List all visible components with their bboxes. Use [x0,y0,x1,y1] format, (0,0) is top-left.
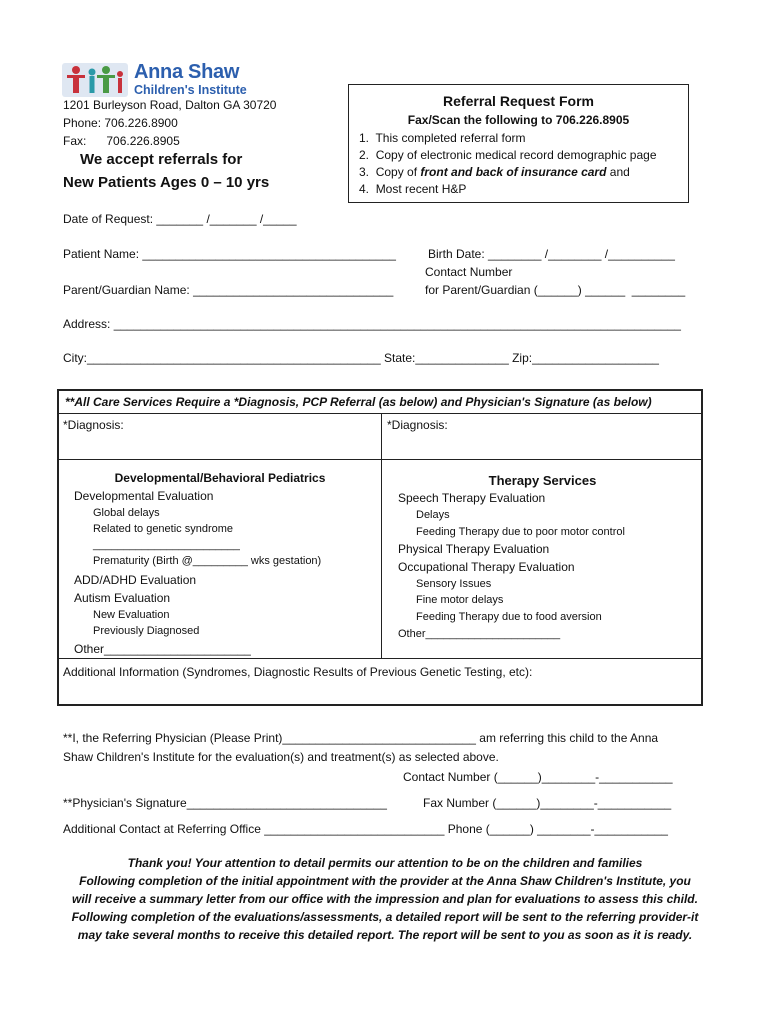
care-services-header: **All Care Services Require a *Diagnosis, PCP Referral (as below) and Physician's Signature (as below) [59,391,701,414]
prematurity-option[interactable]: Prematurity (Birth @_________ wks gestation) [93,555,322,567]
referral-fax-instructions: Fax/Scan the following to 706.226.8905 [407,113,630,127]
add-adhd-evaluation-option[interactable]: ADD/ADHD Evaluation [74,573,197,587]
logo [62,61,270,99]
other-right-field[interactable]: Other______________________ [398,628,561,640]
physician-signature-field[interactable]: **Physician's Signature______________________________ [63,796,387,810]
parent-guardian-name-field[interactable]: Parent/Guardian Name: ______________________________ [63,283,394,297]
speech-therapy-option[interactable]: Speech Therapy Evaluation [398,491,546,505]
city-state-zip-field[interactable]: City:____________________________________________ State:______________ Zip:___________________ [63,351,659,365]
fax-number: Fax: 706.226.8905 [63,134,180,148]
fine-motor-delays-option[interactable]: Fine motor delays [416,594,504,606]
street-address: 1201 Burleyson Road, Dalton GA 30720 [63,98,277,112]
previously-diagnosed-option[interactable]: Previously Diagnosed [93,625,200,637]
dev-behavioral-title: Developmental/Behavioral Pediatrics [114,471,326,485]
autism-evaluation-option[interactable]: Autism Evaluation [74,591,171,605]
physician-contact-number-field[interactable]: Contact Number (______)________-___________ [403,770,673,784]
occupational-therapy-option[interactable]: Occupational Therapy Evaluation [398,560,575,574]
therapy-services-title: Therapy Services [488,473,597,488]
date-of-request-field[interactable]: Date of Request: _______ /_______ /_____ [63,212,297,226]
referring-physician-statement-cont: Shaw Children's Institute for the evaluation(s) and treatment(s) as selected above. [63,750,499,764]
contact-number-label: Contact Number [425,265,513,279]
additional-information-field[interactable]: Additional Information (Syndromes, Diagnostic Results of Previous Genetic Testing, etc): [63,665,533,679]
address-field[interactable]: Address: _____________________________________________________________________________________ [63,317,681,331]
physical-therapy-option[interactable]: Physical Therapy Evaluation [398,542,550,556]
logo-title: Anna Shaw [134,61,240,83]
other-left-field[interactable]: Other______________________ [74,642,251,656]
diagnosis-left-field[interactable]: *Diagnosis: [63,418,124,432]
developmental-evaluation-option[interactable]: Developmental Evaluation [74,489,214,503]
global-delays-option[interactable]: Global delays [93,507,160,519]
delays-option[interactable]: Delays [416,509,450,521]
feeding-food-aversion-option[interactable]: Feeding Therapy due to food aversion [416,611,602,623]
referral-form-title: Referral Request Form [443,93,594,109]
age-range-heading: New Patients Ages 0 – 10 yrs [63,174,270,191]
referral-item: 2. Copy of electronic medical record demographic page [359,148,657,162]
birth-date-field[interactable]: Birth Date: ________ /________ /__________ [428,247,675,261]
phone-number: Phone: 706.226.8900 [63,116,178,130]
footer-note: will receive a summary letter from our office with the impression and plan for evaluations to assess this child. [72,892,698,906]
logo-subtitle: Children's Institute [134,83,247,97]
referring-physician-statement[interactable]: **I, the Referring Physician (Please Print)_____________________________ am referring this child to the Anna [63,731,659,745]
accept-referrals-heading: We accept referrals for [80,151,243,168]
footer-note: may take several months to receive this detailed report. The report will be sent to you as soon as it is ready. [77,928,693,942]
feeding-motor-control-option[interactable]: Feeding Therapy due to poor motor control [416,526,625,538]
footer-note: Thank you! Your attention to detail permits our attention to be on the children and families [127,856,643,870]
referral-request-box [348,84,689,203]
referral-item: 3. Copy of front and back of insurance card and [359,165,630,179]
referral-item: 4. Most recent H&P [359,182,467,196]
physician-fax-number-field[interactable]: Fax Number (______)________-___________ [423,796,672,810]
genetic-syndrome-option[interactable]: Related to genetic syndrome [93,523,234,535]
genetic-syndrome-blank[interactable]: ________________________ [93,539,240,551]
diagnosis-right-field[interactable]: *Diagnosis: [387,418,448,432]
children-figures-icon [62,61,128,99]
new-evaluation-option[interactable]: New Evaluation [93,609,170,621]
sensory-issues-option[interactable]: Sensory Issues [416,578,492,590]
patient-name-field[interactable]: Patient Name: ______________________________________ [63,247,396,261]
footer-note: Following completion of the evaluations/assessments, a detailed report will be sent to the referring provider-it [71,910,699,924]
referral-item: 1. This completed referral form [359,131,526,145]
care-services-table [57,389,703,706]
footer-note: Following completion of the initial appointment with the provider at the Anna Shaw Children's Institute, you [79,874,691,888]
referring-office-contact-field[interactable]: Additional Contact at Referring Office ___________________________ Phone (______) ________-___________ [63,822,668,836]
parent-contact-field[interactable]: for Parent/Guardian (______) ______ ________ [425,283,686,297]
